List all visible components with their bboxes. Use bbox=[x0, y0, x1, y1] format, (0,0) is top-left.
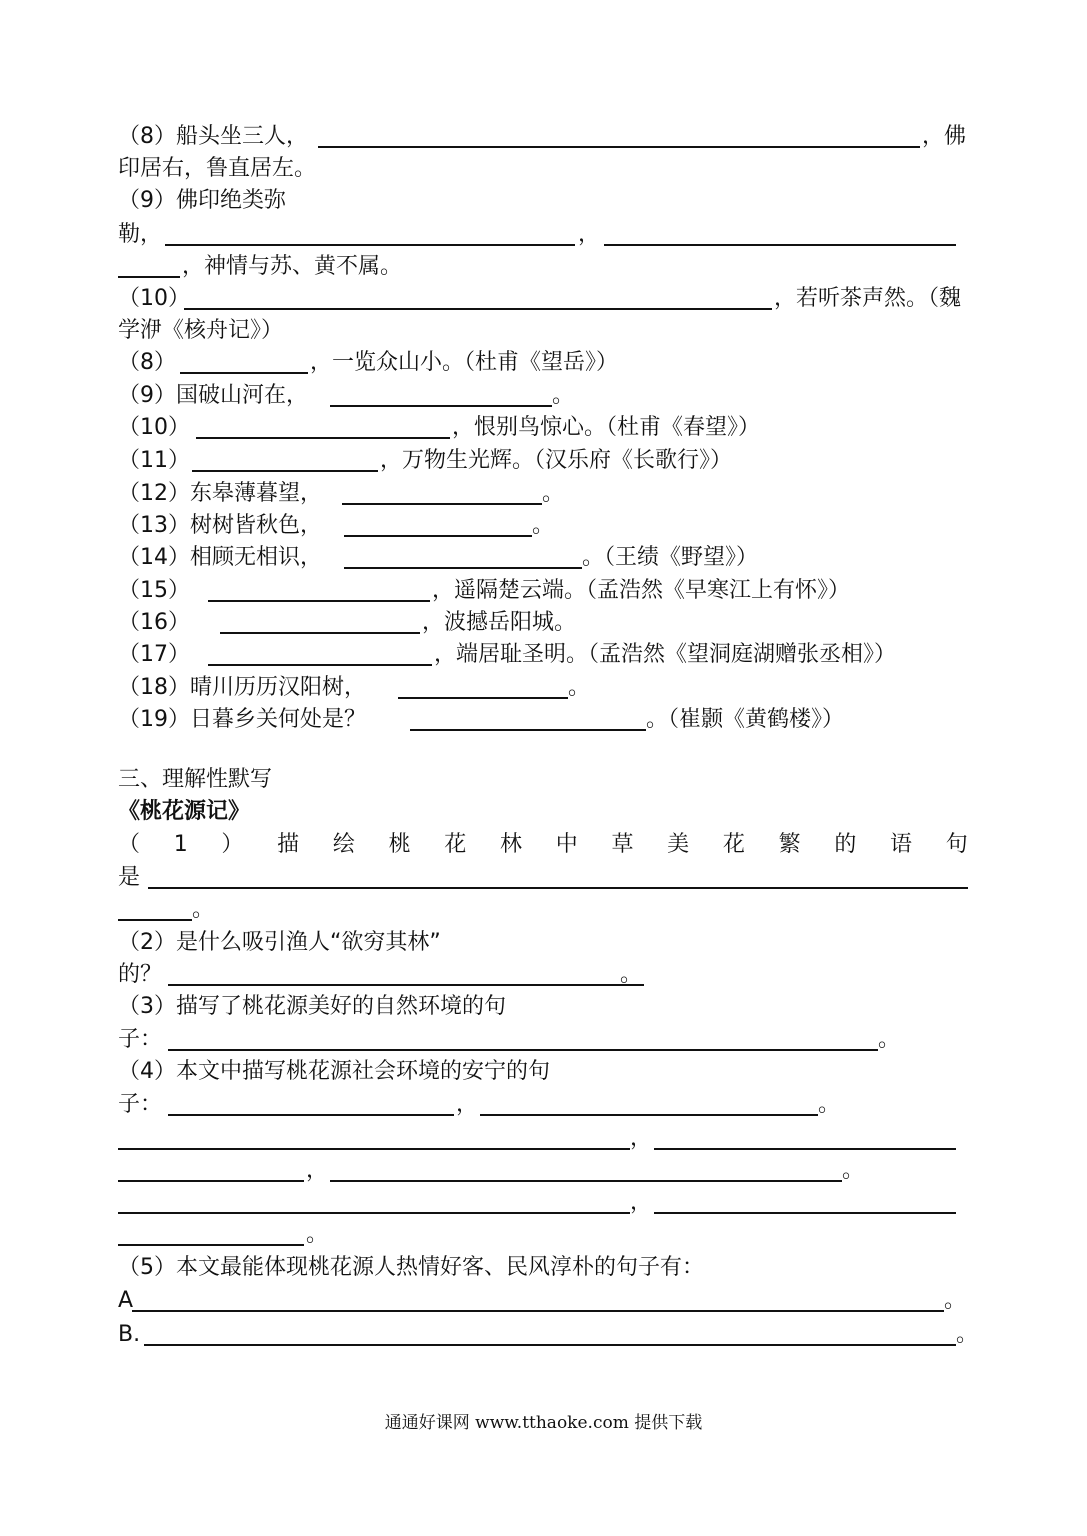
question-4: （4）本文中描写桃花源社会环境的安宁的句 bbox=[118, 1059, 550, 1084]
blank-line[interactable] bbox=[344, 535, 532, 537]
blank-line[interactable] bbox=[168, 1114, 454, 1116]
line-text: （17） bbox=[118, 642, 190, 667]
text-title: 《桃花源记》 bbox=[118, 799, 251, 824]
blank-line[interactable] bbox=[168, 1049, 878, 1051]
line-text: ，佛 bbox=[922, 124, 967, 149]
line-text: （9）佛印绝类弥 bbox=[118, 188, 286, 213]
line-text: 。 bbox=[532, 513, 555, 538]
line-text: ，波撼岳阳城。 bbox=[422, 610, 577, 635]
line-text: 。 bbox=[818, 1092, 841, 1117]
blank-line[interactable] bbox=[654, 1212, 956, 1214]
blank-line[interactable] bbox=[342, 503, 542, 505]
line-text: （19）日暮乡关何处是？ bbox=[118, 707, 366, 732]
blank-line[interactable] bbox=[398, 697, 568, 699]
blank-line[interactable] bbox=[330, 1180, 842, 1182]
line-text: 。 bbox=[620, 962, 643, 987]
blank-line[interactable] bbox=[180, 372, 308, 374]
line-text: 。 bbox=[842, 1158, 865, 1183]
line-text: ， bbox=[630, 1126, 653, 1151]
line-text: 。 bbox=[878, 1027, 901, 1052]
line-text: 。 bbox=[552, 383, 575, 408]
page-footer: 通通好课网 www.tthaoke.com 提供下载 bbox=[384, 1413, 703, 1433]
line-text: 。 bbox=[944, 1288, 967, 1313]
question-5: （5）本文最能体现桃花源人热情好客、民风淳朴的句子有： bbox=[118, 1255, 704, 1280]
blank-line[interactable] bbox=[132, 1310, 944, 1312]
line-text: ，端居耻圣明。（孟浩然《望洞庭湖赠张丞相》） bbox=[434, 642, 897, 667]
line-text: B. bbox=[118, 1322, 141, 1347]
line-text: ，神情与苏、黄不属。 bbox=[182, 254, 403, 279]
line-text: 。 bbox=[192, 897, 215, 922]
blank-line[interactable] bbox=[196, 437, 450, 439]
line-text: （16） bbox=[118, 610, 190, 635]
line-text: （13）树树皆秋色， bbox=[118, 513, 322, 538]
line-text: 子： bbox=[118, 1027, 163, 1052]
blank-line[interactable] bbox=[118, 1148, 630, 1150]
line-text: （18）晴川历历汉阳树， bbox=[118, 675, 366, 700]
line-text: ， bbox=[456, 1092, 479, 1117]
section-heading: 三、理解性默写 bbox=[118, 767, 273, 792]
blank-line[interactable] bbox=[330, 405, 552, 407]
line-text: ， bbox=[578, 222, 601, 247]
line-text: ，一览众山小。（杜甫《望岳》） bbox=[310, 350, 619, 375]
line-text: 。（王绩《野望》） bbox=[582, 545, 759, 570]
line-text: 。 bbox=[306, 1222, 329, 1247]
line-text: ，恨别鸟惊心。（杜甫《春望》） bbox=[452, 415, 761, 440]
blank-line[interactable] bbox=[118, 1180, 304, 1182]
blank-line[interactable] bbox=[208, 664, 432, 666]
line-text: ，遥隔楚云端。（孟浩然《早寒江上有怀》） bbox=[432, 578, 851, 603]
blank-line[interactable] bbox=[144, 1344, 956, 1346]
blank-line[interactable] bbox=[220, 632, 420, 634]
blank-line[interactable] bbox=[654, 1148, 956, 1150]
line-text: 勒， bbox=[118, 222, 163, 247]
blank-line[interactable] bbox=[118, 276, 180, 278]
line-text: 。（崔颢《黄鹤楼》） bbox=[646, 707, 845, 732]
line-text: 学洢《核舟记》） bbox=[118, 318, 284, 343]
line-text: 的？ bbox=[118, 962, 163, 987]
blank-line[interactable] bbox=[318, 146, 920, 148]
line-text: （15） bbox=[118, 578, 190, 603]
line-text: ，万物生光辉。（汉乐府《长歌行》） bbox=[380, 448, 733, 473]
blank-line[interactable] bbox=[208, 600, 430, 602]
line-text: 。 bbox=[542, 481, 565, 506]
blank-line[interactable] bbox=[148, 887, 968, 889]
line-text: （10） bbox=[118, 286, 190, 311]
line-text: （11） bbox=[118, 448, 190, 473]
blank-line[interactable] bbox=[165, 244, 575, 246]
line-text: ，若听茶声然。（魏 bbox=[774, 286, 962, 311]
line-text: （10） bbox=[118, 415, 190, 440]
line-text: 。 bbox=[956, 1322, 979, 1347]
line-text: 印居右，鲁直居左。 bbox=[118, 156, 317, 181]
line-text: （8） bbox=[118, 350, 176, 375]
question-1: （ 1 ） 描 绘 桃 花 林 中 草 美 花 繁 的 语 句 bbox=[118, 832, 968, 857]
question-2: （2）是什么吸引渔人“欲穷其林” bbox=[118, 930, 441, 955]
line-text: （12）东皋薄暮望， bbox=[118, 481, 322, 506]
blank-line[interactable] bbox=[168, 984, 644, 986]
blank-line[interactable] bbox=[118, 919, 192, 921]
blank-line[interactable] bbox=[118, 1244, 304, 1246]
blank-line[interactable] bbox=[344, 567, 582, 569]
line-text: （9）国破山河在， bbox=[118, 383, 308, 408]
line-text: （14）相顾无相识， bbox=[118, 545, 322, 570]
line-text: A bbox=[118, 1288, 134, 1313]
line-text: （8）船头坐三人， bbox=[118, 124, 308, 149]
blank-line[interactable] bbox=[480, 1114, 818, 1116]
line-text: ， bbox=[630, 1190, 653, 1215]
line-text: 子： bbox=[118, 1092, 163, 1117]
line-text: 。 bbox=[568, 675, 591, 700]
blank-line[interactable] bbox=[604, 244, 956, 246]
line-text: ， bbox=[306, 1158, 329, 1183]
blank-line[interactable] bbox=[410, 729, 646, 731]
line-text: 是 bbox=[118, 865, 141, 890]
blank-line[interactable] bbox=[184, 308, 772, 310]
question-3: （3）描写了桃花源美好的自然环境的句 bbox=[118, 994, 506, 1019]
blank-line[interactable] bbox=[192, 470, 378, 472]
blank-line[interactable] bbox=[118, 1212, 630, 1214]
